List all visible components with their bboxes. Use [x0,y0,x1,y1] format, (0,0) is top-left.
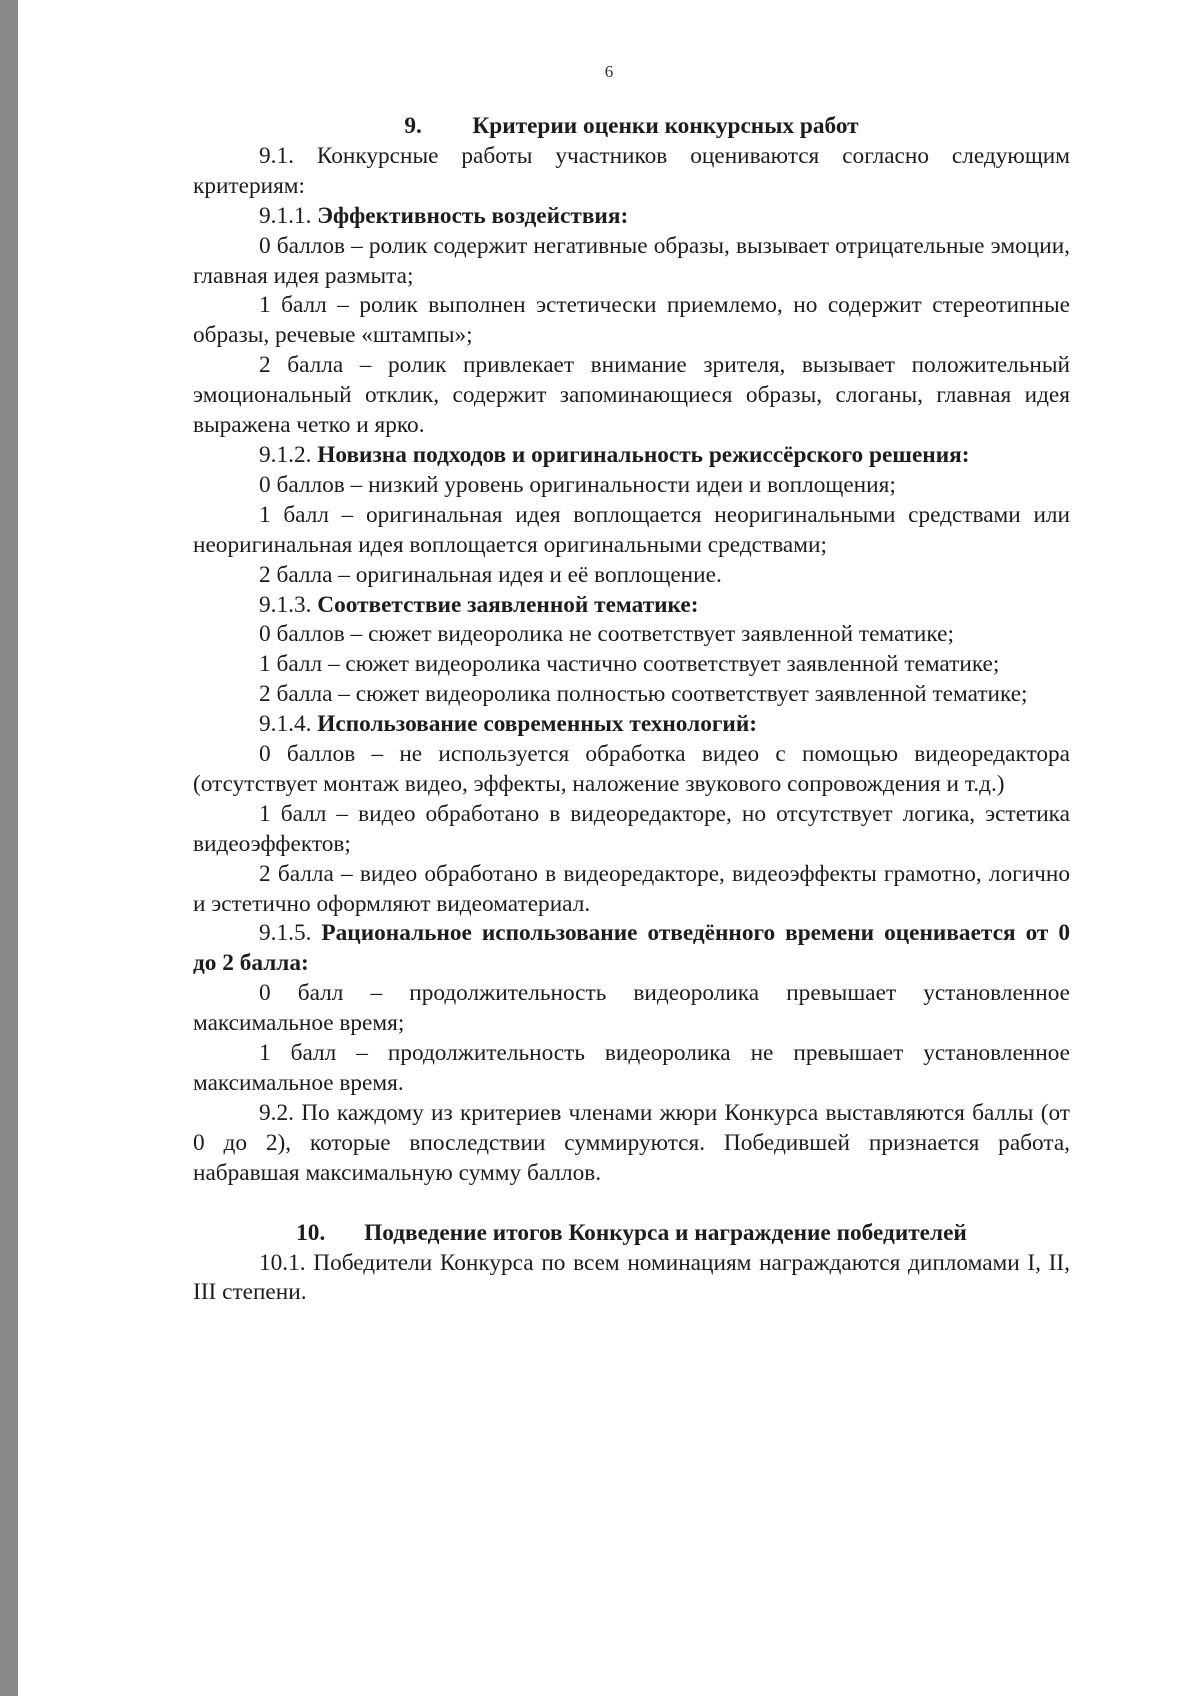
section-9-title: Критерии оценки конкурсных работ [472,113,859,139]
page-content [193,112,1070,1308]
section-gap [193,1189,1070,1219]
section-10-heading [193,1219,1070,1249]
criterion-item: 0 балл – продолжительность видеоролика превышает установленное максимальное время; [193,980,1070,1037]
paragraph-10-1: 10.1. Победители Конкурса по всем номинациям награждаются дипломами I, II, III степени. [193,1249,1070,1306]
criterion-item: 0 баллов – низкий уровень оригинальности идеи и воплощения; [259,471,896,498]
section-10-number: 10. [296,1219,326,1246]
criterion-title: Соответствие заявленной тематике: [317,591,699,618]
criterion-9-1-5-heading [193,919,1070,979]
criterion-item: 0 баллов – ролик содержит негативные образы, вызывает отрицательные эмоции, главная идея размыта; [193,232,1070,289]
criterion-item: 1 балл – видео обработано в видеоредакторе, но отсутствует логика, эстетика видеоэффектов; [193,800,1070,857]
criterion-item: 1 балл – ролик выполнен эстетически приемлемо, но содержит стереотипные образы, речевые «штампы»; [193,292,1070,349]
criterion-number: 9.1.4. [259,711,312,738]
criterion-9-1-4-heading [193,710,1070,740]
page-number: 6 [604,62,614,81]
criterion-item: 1 балл – оригинальная идея воплощается неоригинальными средствами или неоригинальная идея воплощается оригинальными средствами; [193,501,1070,558]
criterion-number: 9.1.5. [259,920,312,947]
criterion-9-1-3-heading [193,591,1070,621]
paragraph-9-2: 9.2. По каждому из критериев членами жюри Конкурса выставляются баллы (от 0 до 2), которые впоследствии суммируются. Победившей признается работа, набравшая максимальную сумму баллов. [193,1099,1070,1186]
criterion-item: 1 балл – продолжительность видеоролика не превышает установленное максимальное время. [193,1040,1070,1096]
criterion-title: Рациональное использование отведённого времени оценивается от 0 до 2 балла: [193,920,1070,977]
criterion-number: 9.1.1. [259,202,312,229]
criterion-item: 0 баллов – сюжет видеоролика не соответствует заявленной тематике; [259,621,954,648]
section-9-heading [193,112,1070,142]
criterion-9-1-1-heading [193,202,1070,232]
section-10-title: Подведение итогов Конкурса и награждение победителей [364,1219,967,1246]
criterion-item: 2 балла – ролик привлекает внимание зрителя, вызывает положительный эмоциональный отклик, содержит запоминающиеся образы, слоганы, главная идея выражена четко и ярко. [193,352,1070,439]
criterion-title: Эффективность воздействия: [317,202,629,229]
section-9-number: 9. [404,113,422,139]
criterion-number: 9.1.3. [259,591,312,618]
criterion-item: 1 балл – сюжет видеоролика частично соответствует заявленной тематике; [259,651,1000,678]
criterion-9-1-2-heading [193,441,1070,471]
criterion-item: 2 балла – оригинальная идея и её воплощение. [259,561,722,588]
criterion-item: 2 балла – видео обработано в видеоредакторе, видеоэффекты грамотно, логично и эстетично оформляют видеоматериал. [193,860,1070,917]
criterion-title: Новизна подходов и оригинальность режиссёрского решения: [317,441,970,468]
criterion-title: Использование современных технологий: [317,711,758,738]
criterion-item: 0 баллов – не используется обработка видео с помощью видеоредактора (отсутствует монтаж видео, эффекты, наложение звукового сопровождения и т.д.) [193,741,1070,797]
paragraph-9-1: 9.1. Конкурсные работы участников оцениваются согласно следующим критериям: [193,142,1070,199]
document-page [18,0,1200,1696]
criterion-item: 2 балла – сюжет видеоролика полностью соответствует заявленной тематике; [259,681,1028,708]
criterion-number: 9.1.2. [259,441,312,468]
